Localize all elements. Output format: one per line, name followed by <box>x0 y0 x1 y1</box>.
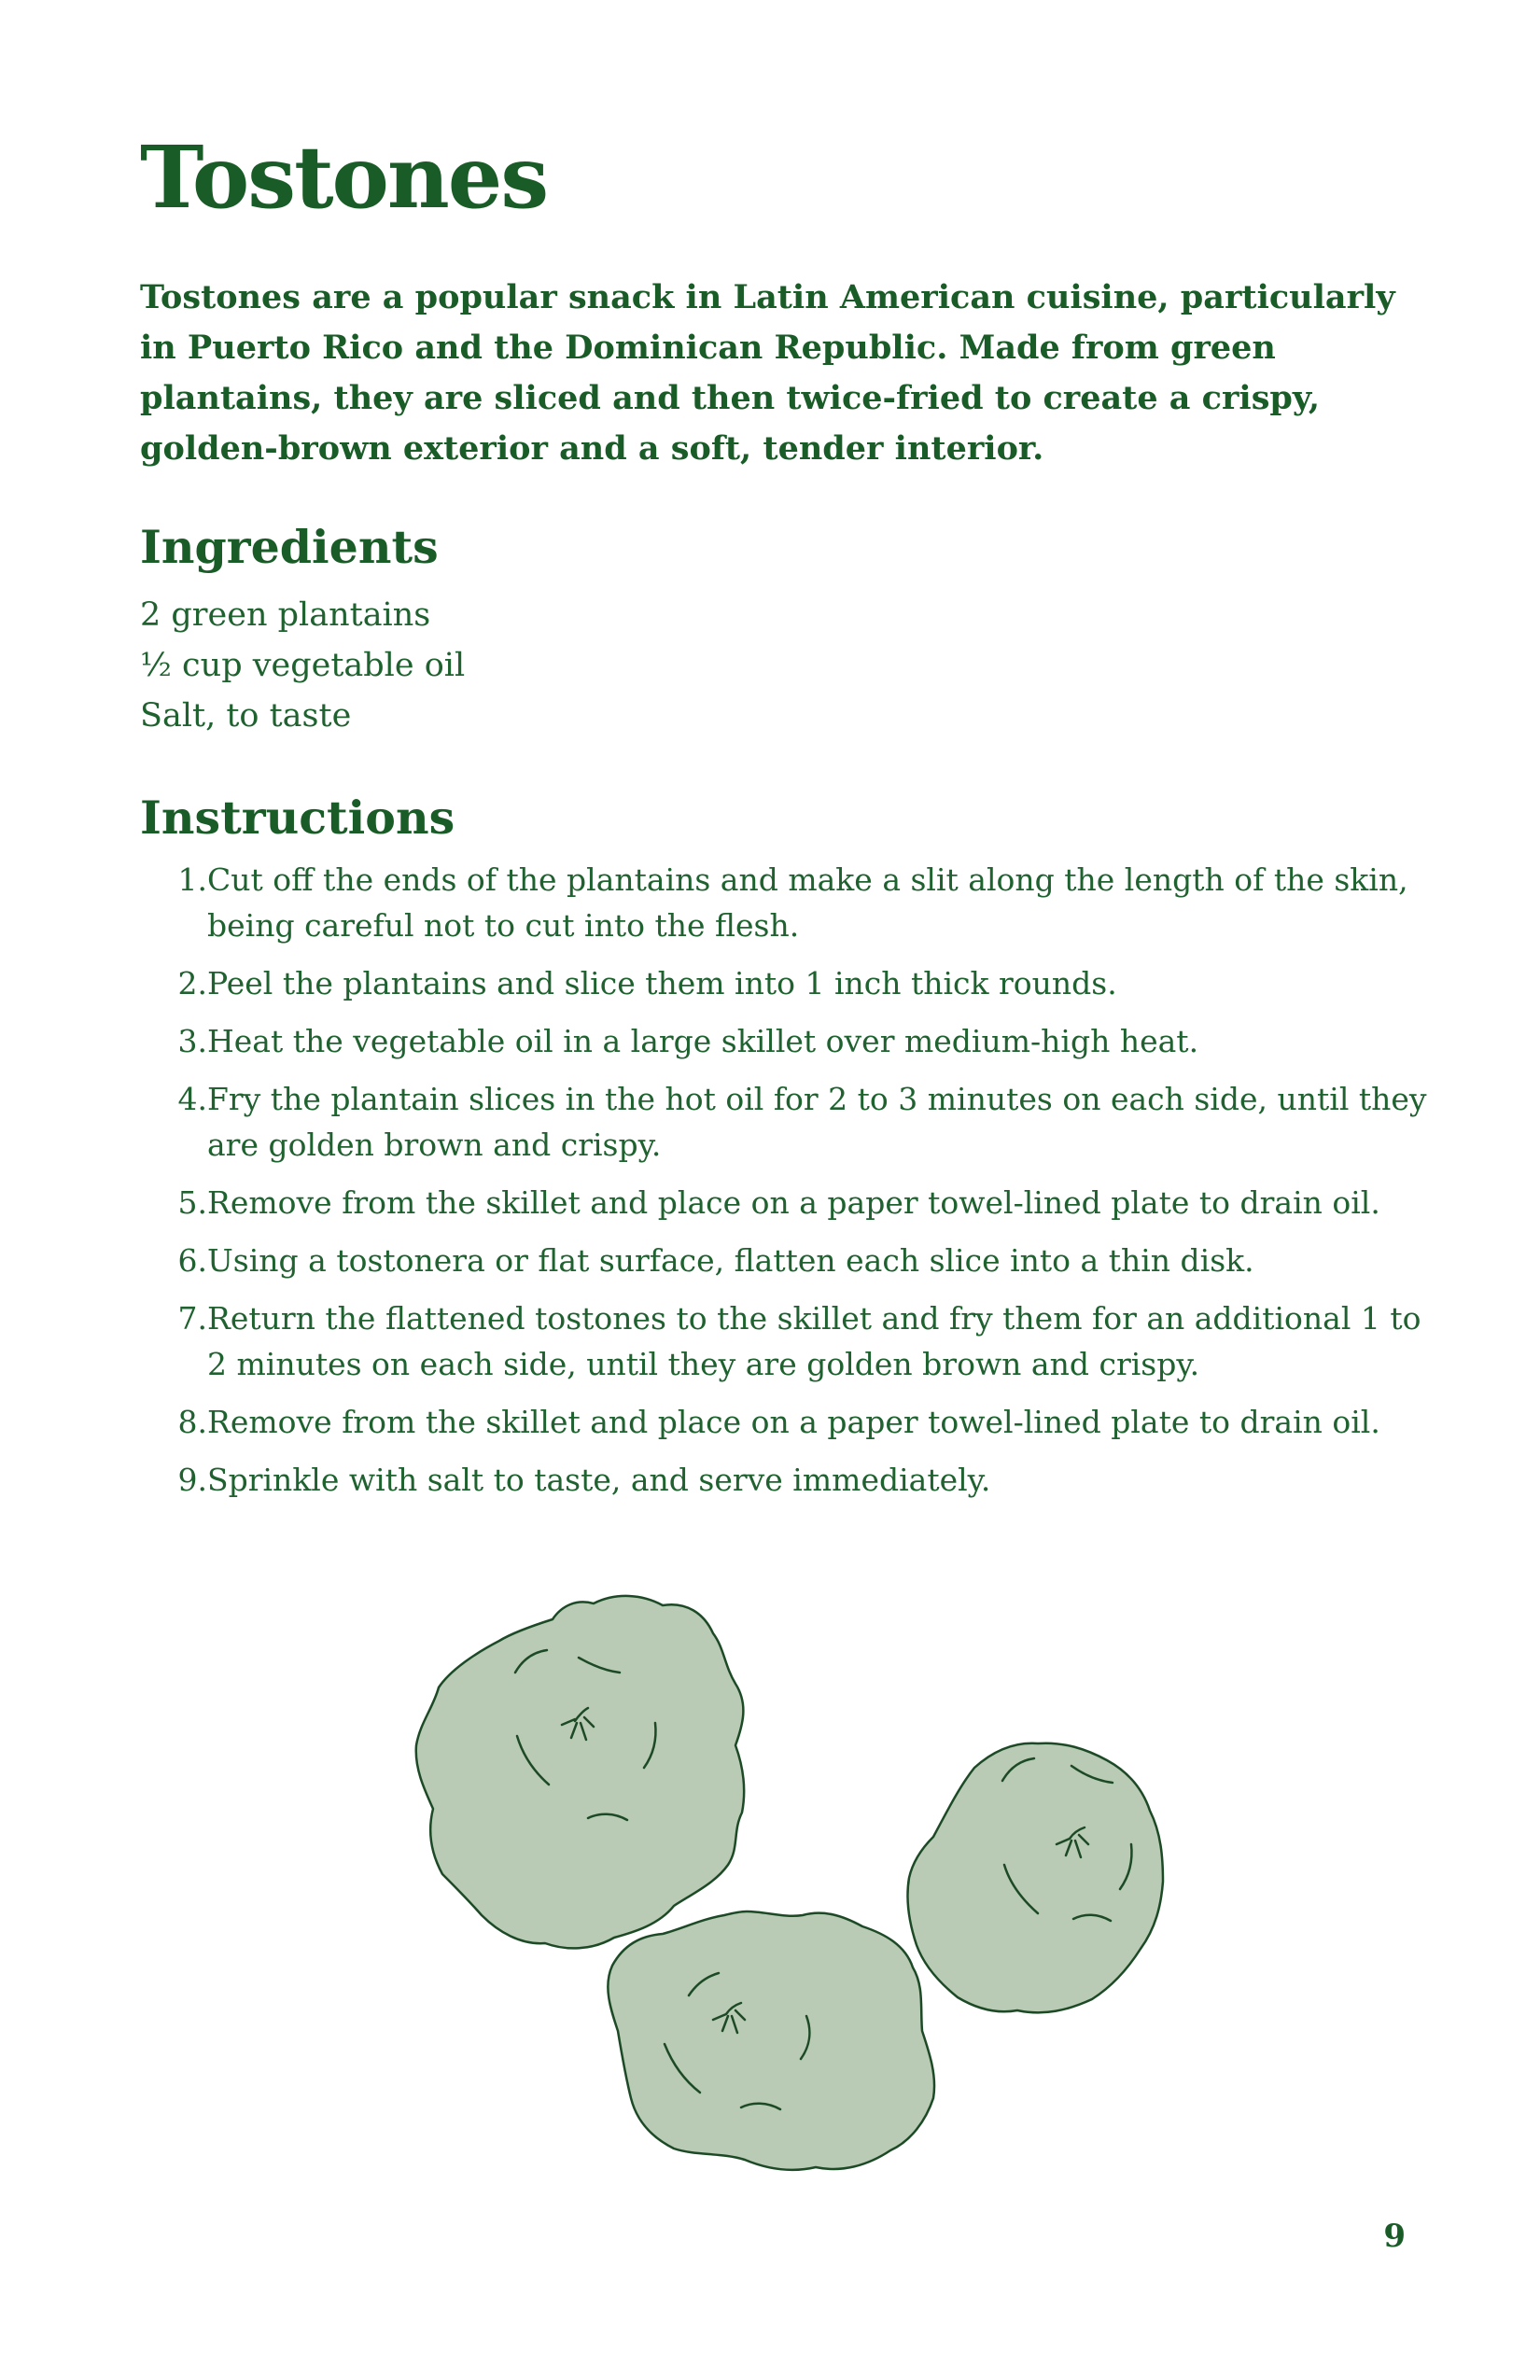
ingredients-list <box>140 590 465 741</box>
step-text: Using a tostonera or flat surface, flatten each slice into a thin disk. <box>207 1242 1254 1279</box>
instruction-step <box>140 857 1428 948</box>
instruction-step <box>140 1180 1428 1225</box>
instruction-step <box>140 1076 1428 1168</box>
step-text: Cut off the ends of the plantains and make a slit along the length of the skin, being careful not to cut into the flesh. <box>207 861 1408 944</box>
page-number: 9 <box>1383 2218 1406 2255</box>
ingredient-item: Salt, to taste <box>140 697 352 735</box>
instructions-heading: Instructions <box>140 791 455 845</box>
step-number: 3. <box>177 1023 207 1059</box>
instructions-list <box>140 857 1428 1515</box>
ingredients-heading: Ingredients <box>140 520 439 574</box>
tostone-left-shape <box>416 1596 744 1948</box>
tostone-right-shape <box>907 1743 1163 2013</box>
step-number: 4. <box>177 1081 207 1117</box>
step-number: 9. <box>177 1462 207 1498</box>
instruction-step <box>140 1457 1428 1503</box>
step-text: Remove from the skillet and place on a paper towel-lined plate to drain oil. <box>207 1404 1380 1440</box>
tostones-illustration-icon <box>411 1568 1251 2259</box>
step-number: 5. <box>177 1184 207 1221</box>
ingredient-item: 2 green plantains <box>140 596 431 634</box>
page-title: Tostones <box>140 127 548 228</box>
intro-paragraph: Tostones are a popular snack in Latin American cuisine, particularly in Puerto Rico and the Dominican Republic. Made from green plantains, they are sliced and then twice-fried to create a crispy, golden-brown exterior and a soft, tender interior. <box>140 278 1395 468</box>
ingredient-item: ½ cup vegetable oil <box>140 647 466 684</box>
instruction-step <box>140 1238 1428 1283</box>
tostone-middle-shape <box>608 1911 934 2170</box>
step-text: Sprinkle with salt to taste, and serve immediately. <box>207 1462 991 1498</box>
step-number: 1. <box>177 861 207 898</box>
step-number: 7. <box>177 1300 207 1337</box>
step-text: Peel the plantains and slice them into 1 inch thick rounds. <box>207 965 1117 1001</box>
instruction-step <box>140 1295 1428 1387</box>
step-text: Fry the plantain slices in the hot oil for 2 to 3 minutes on each side, until they are golden brown and crispy. <box>207 1081 1427 1163</box>
step-number: 8. <box>177 1404 207 1440</box>
step-text: Heat the vegetable oil in a large skillet over medium-high heat. <box>207 1023 1199 1059</box>
step-number: 2. <box>177 965 207 1001</box>
step-text: Return the flattened tostones to the skillet and fry them for an additional 1 to 2 minutes on each side, until they are golden brown and crispy. <box>207 1300 1421 1382</box>
instruction-step <box>140 1399 1428 1445</box>
step-number: 6. <box>177 1242 207 1279</box>
instruction-step <box>140 1018 1428 1064</box>
instruction-step <box>140 960 1428 1006</box>
step-text: Remove from the skillet and place on a paper towel-lined plate to drain oil. <box>207 1184 1380 1221</box>
